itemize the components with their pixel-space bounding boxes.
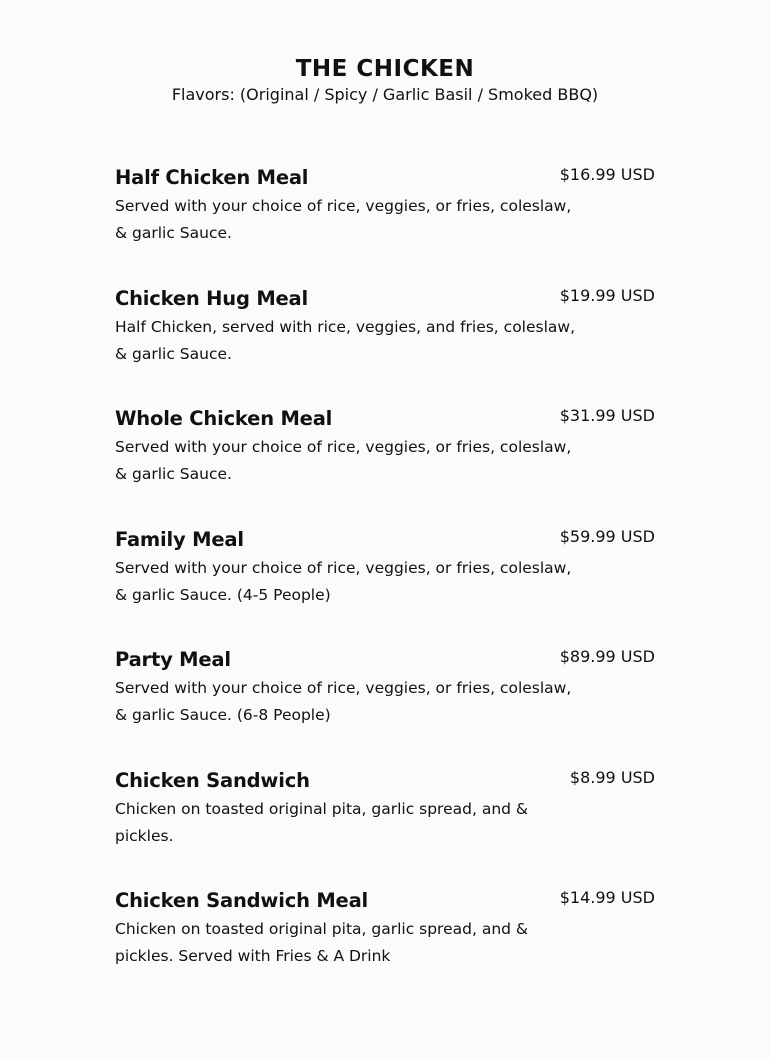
item-price: $16.99 USD [559,165,655,184]
item-description-line: Served with your choice of rice, veggies, or fries, coleslaw, [115,679,572,697]
item-description-line: Served with your choice of rice, veggies, or fries, coleslaw, [115,197,572,215]
menu-title: THE CHICKEN [295,56,475,82]
item-description [115,916,605,970]
item-description [115,675,605,729]
item-description [115,796,605,850]
item-name: Chicken Sandwich Meal [115,889,369,912]
item-description [115,434,605,488]
item-description-line: & garlic Sauce. (6-8 People) [115,706,331,724]
item-description-line: & garlic Sauce. (4-5 People) [115,585,331,604]
item-name: Whole Chicken Meal [115,407,333,430]
item-description-line: Half Chicken, served with rice, veggies, and fries, coleslaw, [115,317,575,336]
menu-item-chicken-hug-meal [115,284,655,405]
menu-item-family-meal [115,525,655,646]
item-price: $31.99 USD [559,406,655,425]
menu-item-party-meal [115,645,655,766]
item-description-line: pickles. Served with Fries & A Drink [115,947,391,965]
item-description-line: Served with your choice of rice, veggies, or fries, coleslaw, [115,438,572,456]
item-price: $8.99 USD [569,767,655,787]
item-name: Family Meal [115,527,244,551]
item-description-line: & garlic Sauce. [115,465,232,483]
item-description-line: & garlic Sauce. [115,344,232,363]
item-description-line: & garlic Sauce. [115,224,232,242]
item-description [115,193,605,247]
flavors-subtitle: Flavors: (Original / Spicy / Garlic Basil / Smoked BBQ) [171,85,599,104]
item-description-line: Chicken on toasted original pita, garlic spread, and & [115,920,528,938]
item-description-line: Chicken on toasted original pita, garlic spread, and & [115,799,528,818]
item-description-line: Served with your choice of rice, veggies, or fries, coleslaw, [115,558,572,577]
item-name: Party Meal [115,648,231,671]
item-description-line: pickles. [115,826,174,845]
menu-items-list [115,163,655,1007]
item-name: Chicken Sandwich [115,768,310,792]
menu-item-chicken-sandwich-meal [115,886,655,1007]
item-description [115,555,605,609]
item-name: Chicken Hug Meal [115,286,308,310]
item-description [115,314,605,368]
menu-item-whole-chicken-meal [115,404,655,525]
menu-item-chicken-sandwich [115,766,655,887]
item-name: Half Chicken Meal [115,166,309,189]
item-price: $89.99 USD [559,647,655,666]
item-price: $19.99 USD [559,285,655,305]
item-price: $59.99 USD [559,526,655,546]
menu-header [0,55,770,106]
item-price: $14.99 USD [559,888,655,907]
menu-item-half-chicken-meal [115,163,655,284]
